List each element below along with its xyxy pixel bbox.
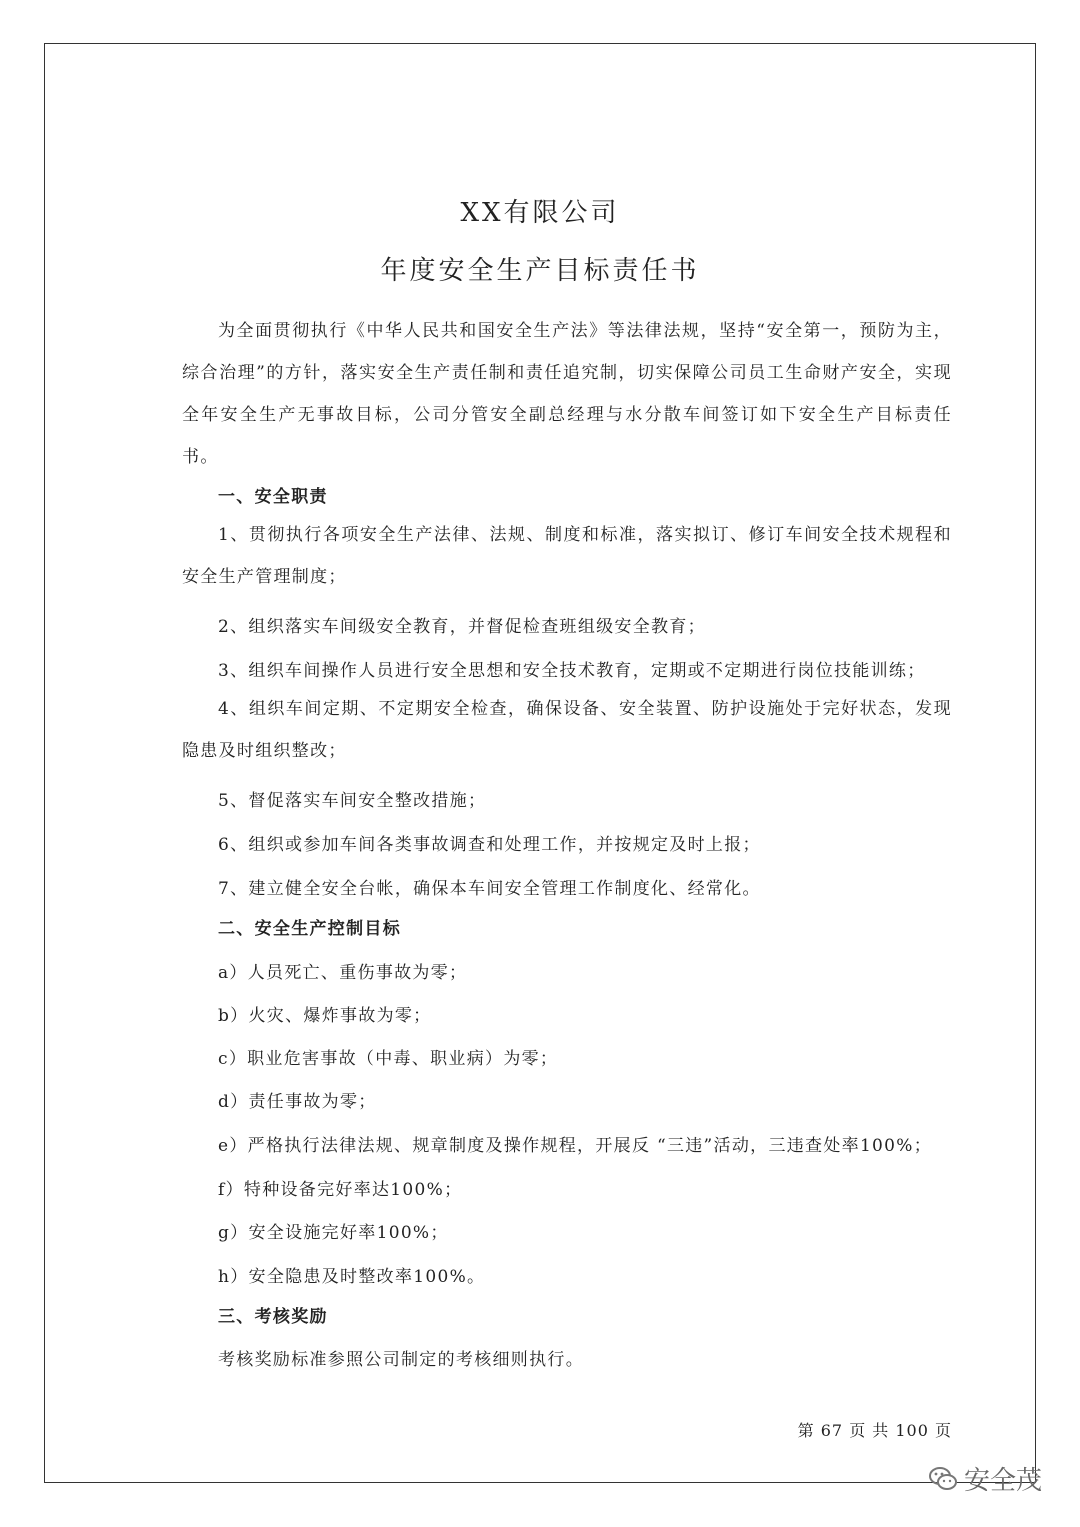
wechat-icon [928, 1465, 958, 1493]
list-item: 6、组织或参加车间各类事故调查和处理工作，并按规定及时上报； [218, 835, 761, 855]
section1-heading: 一、安全职责 [218, 487, 328, 507]
list-item: a）人员死亡、重伤事故为零； [218, 963, 468, 983]
list-item: 4、组织车间定期、不定期安全检查，确保设备、安全装置、防护设施处于完好状态，发现隐患及时组织整改； [182, 699, 952, 761]
list-item: h）安全隐患及时整改率100%。 [218, 1267, 486, 1287]
list-item: 5、督促落实车间安全整改措施； [218, 791, 487, 811]
section2-heading: 二、安全生产控制目标 [218, 919, 401, 939]
list-item: g）安全设施完好率100%； [218, 1223, 449, 1243]
watermark [928, 1460, 1042, 1497]
page-number: 第 67 页 共 100 页 [797, 1421, 952, 1440]
section3-heading: 三、考核奖励 [218, 1307, 328, 1327]
list-item: e）严格执行法律法规、规章制度及操作规程，开展反 “三违”活动，三违查处率100%； [218, 1136, 933, 1156]
watermark-text: 安全茂 [963, 1466, 1042, 1496]
section3-text: 考核奖励标准参照公司制定的考核细则执行。 [218, 1350, 584, 1370]
document-title: XX有限公司 [460, 198, 620, 228]
list-item: 2、组织落实车间级安全教育，并督促检查班组级安全教育； [218, 617, 706, 637]
intro-paragraph: 为全面贯彻执行《中华人民共和国安全生产法》等法律法规，坚持“安全第一，预防为主，综合治理”的方针，落实安全生产责任制和责任追究制，切实保障公司员工生命财产安全，实现全年安全生产无事故目标，公司分管安全副总经理与水分散车间签订如下安全生产目标责任书。 [182, 321, 952, 467]
list-item: 7、建立健全安全台帐，确保本车间安全管理工作制度化、经常化。 [218, 879, 761, 899]
document-subtitle: 年度安全生产目标责任书 [380, 256, 700, 286]
list-item: d）责任事故为零； [218, 1092, 377, 1112]
list-item: b）火灾、爆炸事故为零； [218, 1006, 432, 1026]
list-item: f）特种设备完好率达100%； [218, 1180, 463, 1200]
list-item: 3、组织车间操作人员进行安全思想和安全技术教育，定期或不定期进行岗位技能训练； [218, 661, 926, 681]
list-item: c）职业危害事故（中毒、职业病）为零； [218, 1049, 559, 1069]
list-item: 1、贯彻执行各项安全生产法律、法规、制度和标准，落实拟订、修订车间安全技术规程和安全生产管理制度； [182, 525, 952, 587]
